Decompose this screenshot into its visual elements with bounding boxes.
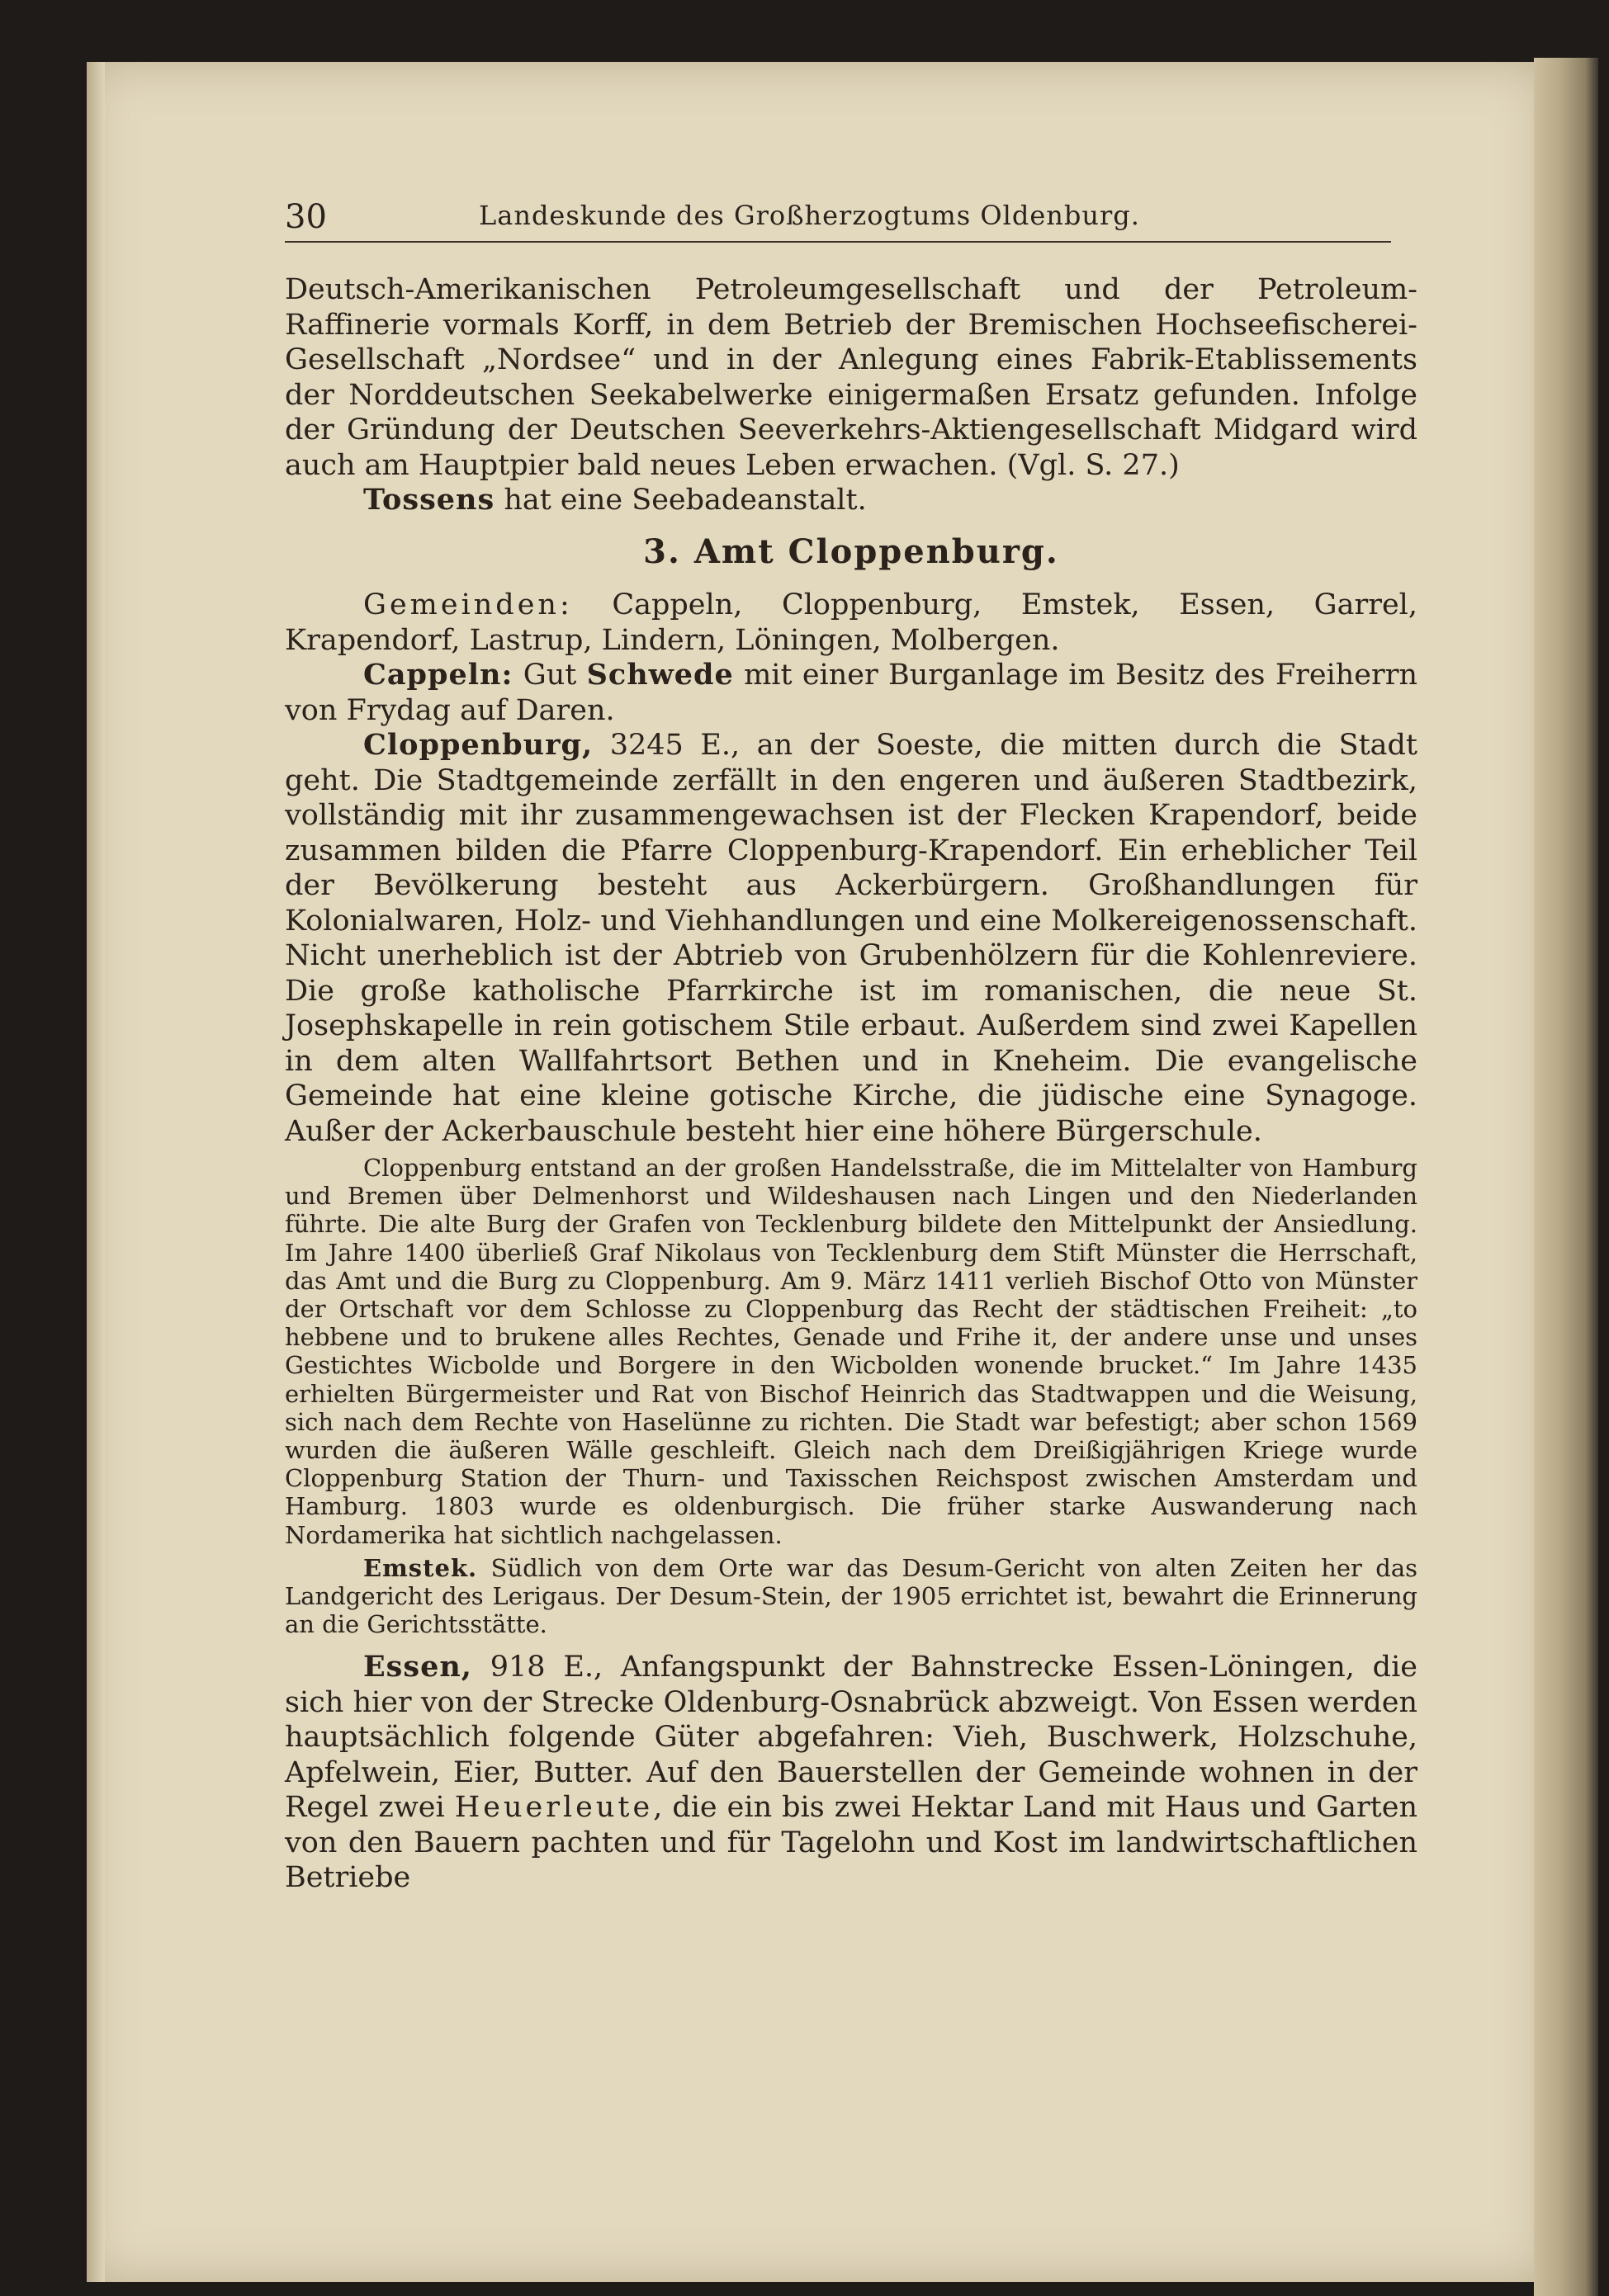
cappeln-text-a: Gut: [513, 659, 587, 692]
paragraph-essen: [285, 1650, 1417, 1896]
gemeinden-text: Cappeln, Cloppenburg, Emstek, Essen, Garrel, Krapendorf, Lastrup, Lindern, Löningen, Molbergen.: [285, 588, 1417, 657]
page-binding-shadow: [87, 62, 105, 2282]
spacer: [285, 1638, 1417, 1650]
place-name-essen: Essen,: [363, 1650, 472, 1684]
next-page-edge: [1534, 58, 1598, 2296]
paragraph-cappeln: [285, 658, 1417, 728]
place-name-cloppenburg: Cloppenburg,: [363, 728, 594, 762]
paragraph-continuation: Deutsch-Amerikanischen Petroleumgesellschaft und der Petroleum-Raffinerie vormals Korff, in dem Betrieb der Bremischen Hochseefischerei-Gesellschaft „Nordsee“ und in der Anlegung eines Fabrik-Etablissements der Norddeutschen Seekabelwerke einigermaßen Ersatz gefunden. Infolge der Gründung der Deutschen Seeverkehrs-Aktiengesellschaft Midgard wird auch am Hauptpier bald neues Leben erwachen. (Vgl. S. 27.): [285, 273, 1417, 482]
place-name-cappeln: Cappeln:: [363, 658, 513, 692]
running-head: Landeskunde des Großherzogtums Oldenburg.: [479, 200, 1140, 231]
page-header: [285, 190, 1391, 243]
page-number: 30: [285, 198, 327, 236]
paragraph-history-small: Cloppenburg entstand an der großen Handelsstraße, die im Mittelalter von Hamburg und Bremen über Delmenhorst und Wildeshausen nach Lingen und den Niederlanden führte. Die alte Burg der Grafen von Tecklenburg bildete den Mittelpunkt der Ansiedlung. Im Jahre 1400 überließ Graf Nikolaus von Tecklenburg dem Stift Münster die Herrschaft, das Amt und die Burg zu Cloppenburg. Am 9. März 1411 verlieh Bischof Otto von Münster der Ortschaft vor dem Schlosse zu Cloppenburg das Recht der städtischen Freiheit: „to hebbene und to brukene alles Rechtes, Genade und Frihe it, der andere unse und unses Gestichtes Wicbolde und Borgere in den Wicbolden wonende brucket.“ Im Jahre 1435 erhielten Bürgermeister und Rat von Bischof Heinrich das Stadtwappen und die Weisung, sich nach dem Rechte von Haselünne zu richten. Die Stadt war befestigt; aber schon 1569 wurden die äußeren Wälle geschleift. Gleich nach dem Dreißigjährigen Kriege wurde Cloppenburg Station der Thurn- und Taxisschen Reichspost zwischen Amsterdam und Hamburg. 1803 wurde es oldenburgisch. Die früher starke Auswanderung nach Nordamerika hat sichtlich nachgelassen.: [285, 1154, 1417, 1549]
page-body: [285, 272, 1417, 1896]
essen-text-a: 918 E., Anfangspunkt der Bahnstrecke Essen-Löningen, die sich hier von der Strecke Oldenburg-Osnabrück abzweigt. Von Essen werden hauptsächlich folgende Güter abgefahren: Vieh, Buschwerk, Holzschuhe, Apfelwein, Eier, Butter. Auf den Bauerstellen der Gemeinde wohnen in der Regel zwei: [285, 1651, 1417, 1825]
tossens-text: hat eine Seebadeanstalt.: [495, 484, 867, 517]
paragraph-cloppenburg: [285, 728, 1417, 1149]
paragraph-tossens: [285, 483, 1417, 518]
section-heading: 3. Amt Cloppenburg.: [643, 531, 1059, 571]
cloppenburg-text: 3245 E., an der Soeste, die mitten durch die Stadt geht. Die Stadtgemeinde zerfällt in den engeren und äußeren Stadtbezirk, vollständig mit ihr zusammengewachsen ist der Flecken Krapendorf, beide zusammen bilden die Pfarre Cloppenburg-Krapendorf. Ein erheblicher Teil der Bevölkerung besteht aus Ackerbürgern. Großhandlungen für Kolonialwaren, Holz- und Viehhandlungen und eine Molkereigenossenschaft. Nicht unerheblich ist der Abtrieb von Grubenhölzern für die Kohlenreviere. Die große katholische Pfarrkirche ist im romanischen, die neue St. Josephskapelle in rein gotischem Stile erbaut. Außerdem sind zwei Kapellen in dem alten Wallfahrtsort Bethen und in Kneheim. Die evangelische Gemeinde hat eine kleine gotische Kirche, die jüdische eine Synagoge. Außer der Ackerbauschule besteht hier eine höhere Bürgerschule.: [285, 729, 1417, 1148]
place-name-tossens: Tossens: [363, 483, 495, 517]
gemeinden-label: Gemeinden:: [363, 588, 573, 621]
heuerleute-term: Heuerleute: [454, 1791, 654, 1825]
paragraph-emstek: [285, 1554, 1417, 1639]
paragraph-gemeinden: [285, 588, 1417, 658]
essen-text-b: , die ein bis zwei Hektar Land mit Haus und Garten von den Bauern pachten und für Tagelohn und Kost im landwirtschaftlichen Betriebe: [285, 1791, 1418, 1895]
place-name-schwede: Schwede: [586, 658, 734, 692]
place-name-emstek: Emstek.: [363, 1553, 478, 1582]
cappeln-text-b: mit einer Burganlage im Besitz des Freiherrn von Frydag auf Daren.: [285, 659, 1417, 727]
emstek-text: Südlich von dem Orte war das Desum-Gericht von alten Zeiten her das Landgericht des Lerigaus. Der Desum-Stein, der 1905 errichtet ist, bewahrt die Erinnerung an die Gerichtsstätte.: [285, 1553, 1417, 1639]
